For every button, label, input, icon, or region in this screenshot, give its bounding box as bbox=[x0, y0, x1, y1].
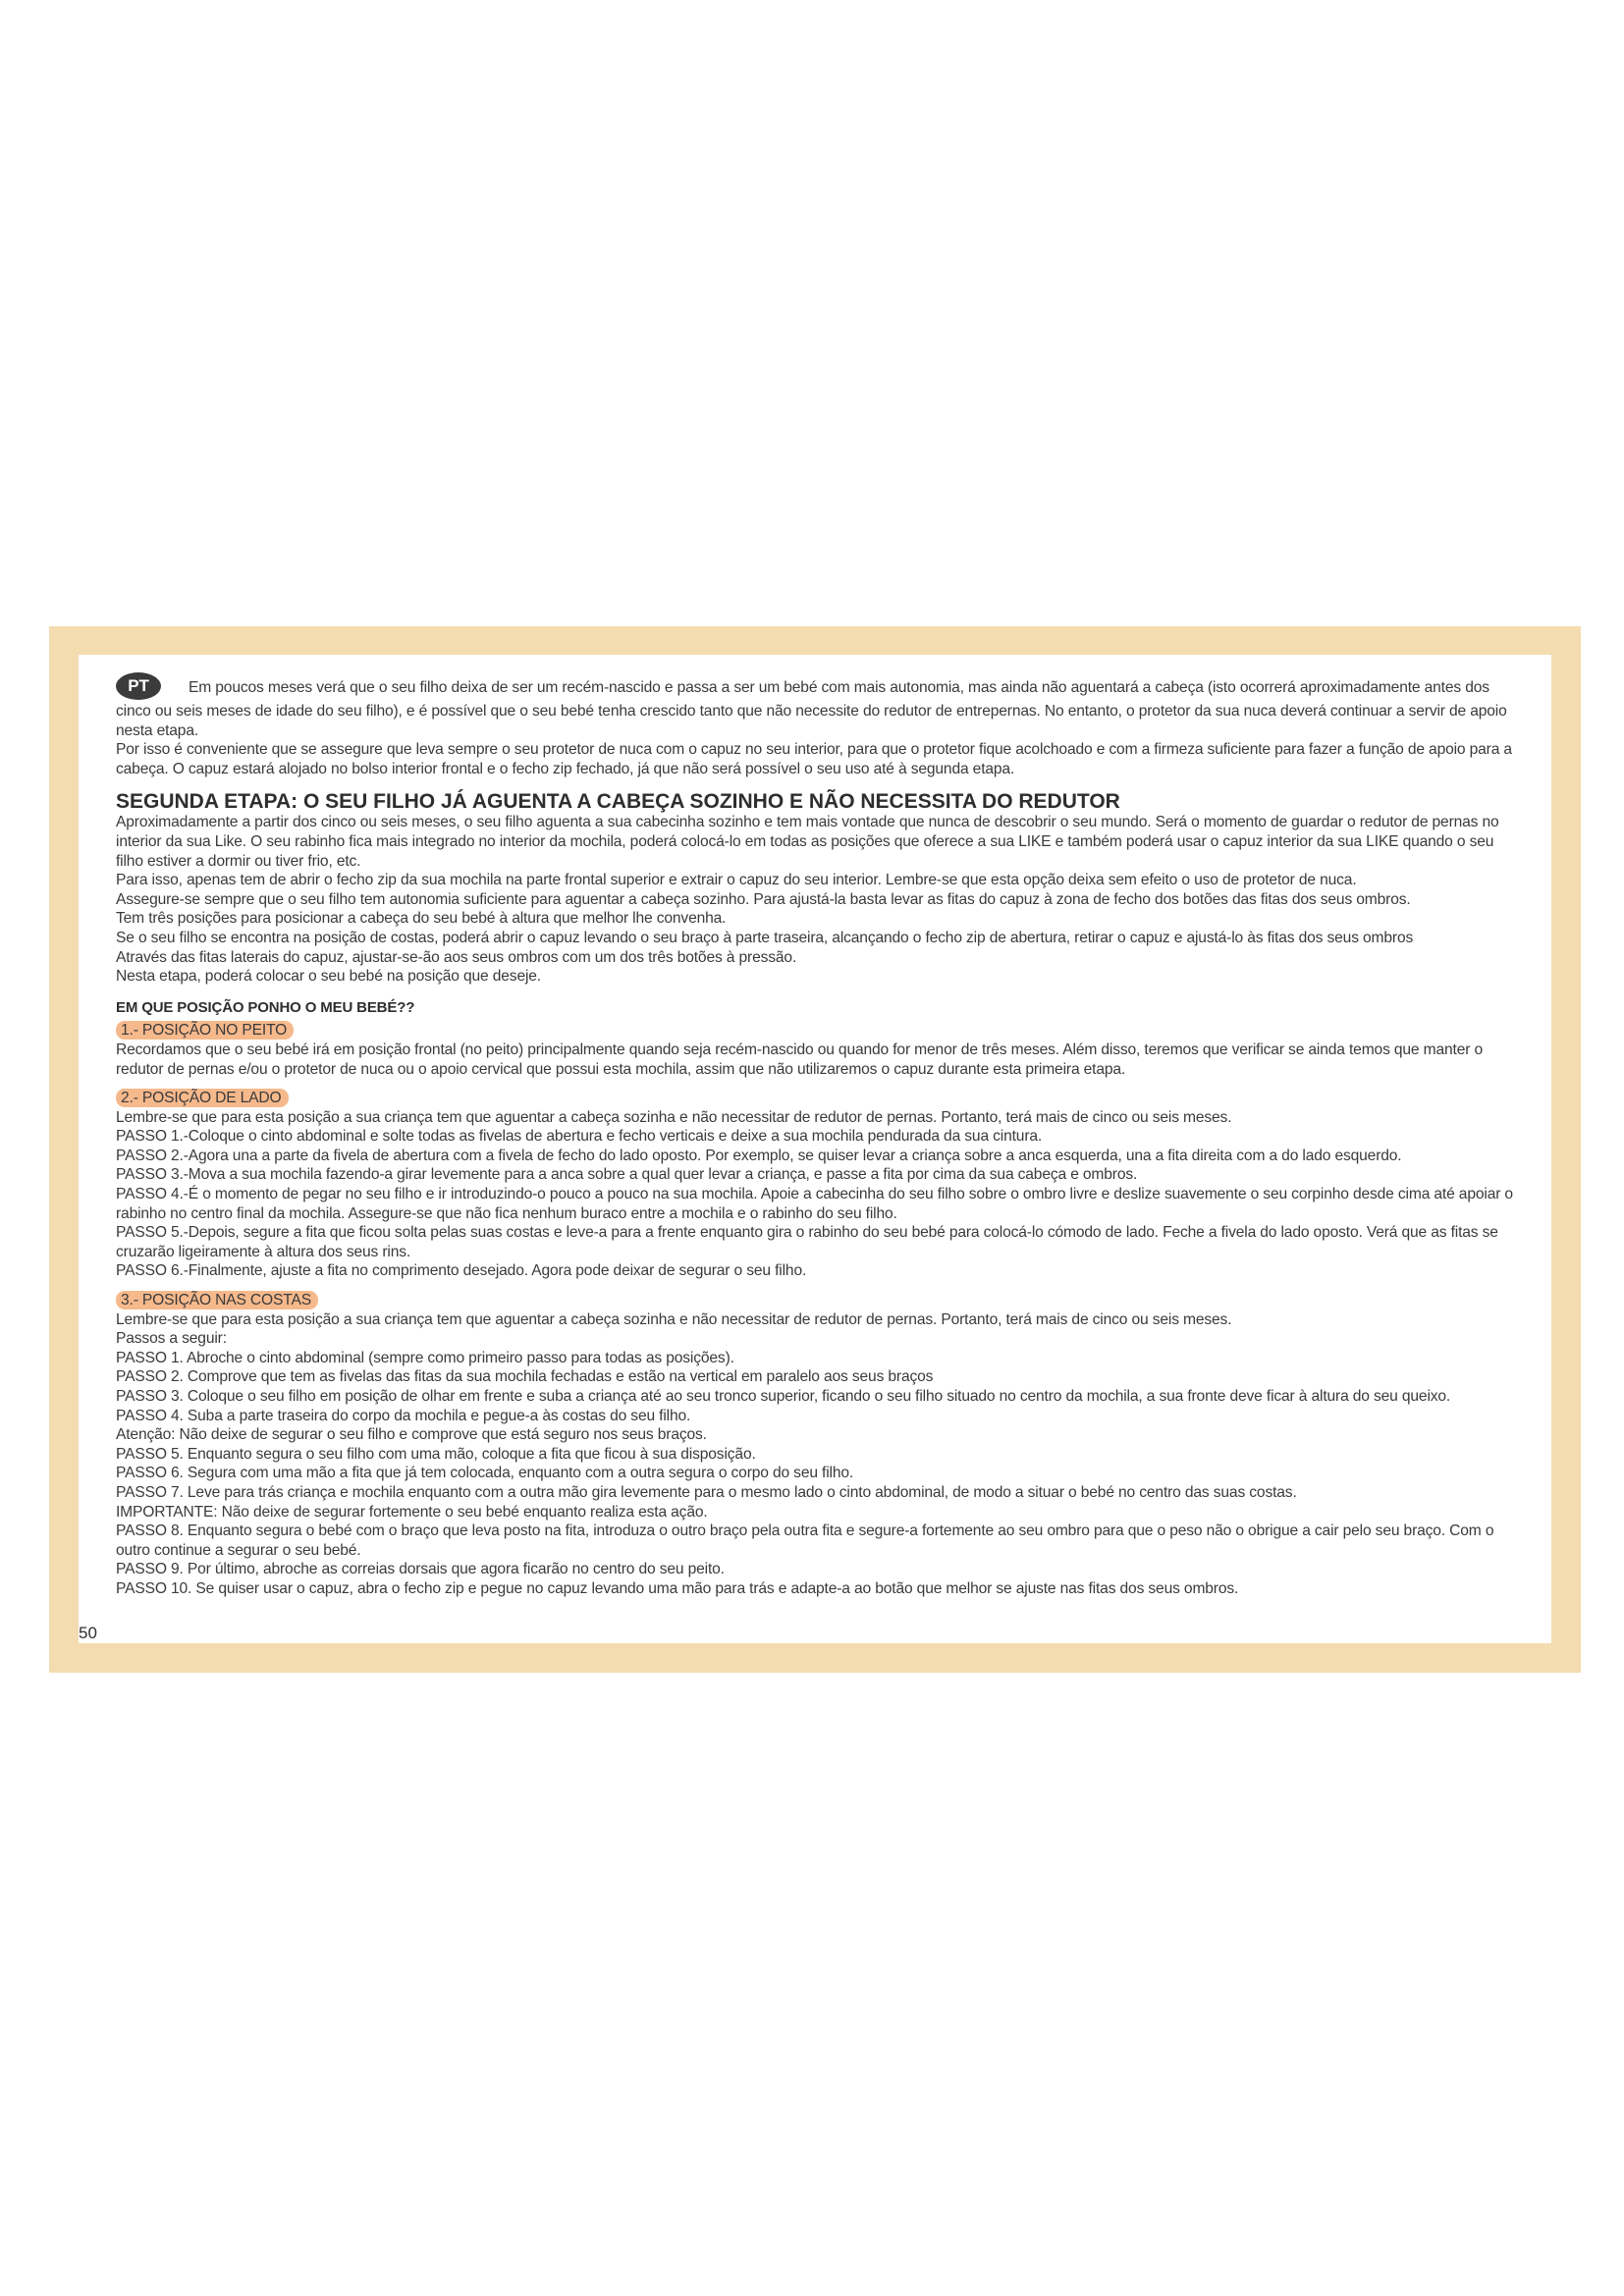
position1-heading: 1.- POSIÇÃO NO PEITO bbox=[116, 1021, 294, 1040]
language-badge: PT bbox=[116, 672, 161, 700]
position-question: EM QUE POSIÇÃO PONHO O MEU BEBÉ?? bbox=[116, 998, 415, 1016]
position3-line: Atenção: Não deixe de segurar o seu filho e comprove que está seguro nos seus braços. bbox=[116, 1426, 707, 1444]
stage2-paragraph: Assegure-se sempre que o seu filho tem autonomia suficiente para aguentar a cabeça sozinho. Para ajustá-la basta levar as fitas do capuz à zona de fecho dos botões das fitas dos seus ombros. bbox=[116, 890, 1411, 908]
content-panel bbox=[79, 655, 1551, 1643]
stage2-paragraph: Se o seu filho se encontra na posição de costas, poderá abrir o capuz levando o seu braço à parte traseira, alcançando o fecho zip de abertura, retirar o capuz e ajustá-lo às fitas dos seus ombros bbox=[116, 929, 1414, 946]
document-body bbox=[116, 674, 1524, 1599]
spacer bbox=[116, 1281, 1524, 1291]
position3-line: Passos a seguir: bbox=[116, 1330, 227, 1348]
position2-line: PASSO 6.-Finalmente, ajuste a fita no comprimento desejado. Agora pode deixar de segurar o seu filho. bbox=[116, 1262, 807, 1280]
position3-line: PASSO 10. Se quiser usar o capuz, abra o fecho zip e pegue no capuz levando uma mão para trás e adapte-a ao botão que melhor se ajuste nas fitas dos seus ombros. bbox=[116, 1579, 1239, 1597]
stage2-paragraph: Para isso, apenas tem de abrir o fecho zip da sua mochila na parte frontal superior e extrair o capuz do seu interior. Lembre-se que esta opção deixa sem efeito o uso de protetor de nuca. bbox=[116, 872, 1357, 889]
position2-line: PASSO 4.-É o momento de pegar no seu filho e ir introduzindo-o pouco a pouco na sua mochila. Apoie a cabecinha do seu filho sobre o ombro livre e deslize suavemente o seu corpinho desde cima até apoiar o rabinho no centro final da mochila. Assegure-se que não fica nenhum buraco entre a mochila e o rabinho do seu filho. bbox=[116, 1186, 1513, 1222]
position2-line: PASSO 5.-Depois, segure a fita que ficou solta pelas suas costas e leve-a para a frente enquanto gira o rabinho do seu bebé para colocá-lo cómodo de lado. Feche a fivela do lado oposto. Verá que as fitas se cruzarão ligeiramente à altura dos seus rins. bbox=[116, 1224, 1498, 1260]
page-number: 50 bbox=[79, 1624, 97, 1642]
stage2-paragraph: Aproximadamente a partir dos cinco ou seis meses, o seu filho aguenta a sua cabecinha sozinho e tem mais vontade que nunca de descobrir o seu mundo. Será o momento de guardar o redutor de pernas no interior da sua Like. O seu rabinho fica mais integrado no interior da mochila, poderá colocá-lo em todas as posições que oferece a sua LIKE e também poderá usar o capuz interior da sua LIKE quando o seu filho estiver a dormir ou tiver frio, etc. bbox=[116, 814, 1499, 870]
spacer bbox=[116, 1079, 1524, 1089]
position2-line: PASSO 2.-Agora una a parte da fivela de abertura com a fivela de fecho do lado oposto. Por exemplo, se quiser levar a criança sobre a anca esquerda, una a fita direita com a do lado esquerdo. bbox=[116, 1147, 1402, 1164]
position3-line: PASSO 7. Leve para trás criança e mochila enquanto com a outra mão gira levemente para o mesmo lado o cinto abdominal, de modo a situar o bebé no centro das suas costas. bbox=[116, 1483, 1297, 1501]
position3-line: PASSO 8. Enquanto segura o bebé com o braço que leva posto na fita, introduza o outro braço pela outra fita e segure-a fortemente ao seu ombro para que o peso não o obrigue a cair pelo seu braço. Com o outro continue a segurar o seu bebé. bbox=[116, 1522, 1494, 1559]
stage2-title: SEGUNDA ETAPA: O SEU FILHO JÁ AGUENTA A CABEÇA SOZINHO E NÃO NECESSITA DO REDUTOR bbox=[116, 790, 1120, 814]
position3-line: PASSO 2. Comprove que tem as fivelas das fitas da sua mochila fechadas e estão na vertical em paralelo aos seus braços bbox=[116, 1368, 934, 1386]
stage2-paragraph: Tem três posições para posicionar a cabeça do seu bebé à altura que melhor lhe convenha. bbox=[116, 910, 727, 928]
position3-heading: 3.- POSIÇÃO NAS COSTAS bbox=[116, 1291, 318, 1309]
position2-heading-line bbox=[116, 1089, 1524, 1108]
position3-line: PASSO 6. Segura com uma mão a fita que já tem colocada, enquanto com a outra segura o corpo do seu filho. bbox=[116, 1465, 854, 1482]
position3-heading-line bbox=[116, 1291, 1524, 1310]
position3-line: PASSO 9. Por último, abroche as correias dorsais que agora ficarão no centro do seu peito. bbox=[116, 1561, 725, 1578]
position3-line: IMPORTANTE: Não deixe de segurar fortemente o seu bebé enquanto realiza esta ação. bbox=[116, 1503, 708, 1521]
intro-paragraph-1 bbox=[116, 674, 1524, 740]
position3-line: PASSO 1. Abroche o cinto abdominal (sempre como primeiro passo para todas as posições). bbox=[116, 1349, 734, 1366]
position3-line: PASSO 5. Enquanto segura o seu filho com uma mão, coloque a fita que ficou à sua disposição. bbox=[116, 1445, 756, 1463]
position1-text: Recordamos que o seu bebé irá em posição frontal (no peito) principalmente quando seja recém-nascido ou quando for menor de três meses. Além disso, teremos que verificar se ainda temos que manter o redutor de pernas e/ou o protetor de nuca ou o apoio cervical que possui esta mochila, assim que não utilizaremos o capuz durante esta primeira etapa. bbox=[116, 1041, 1483, 1078]
position2-line: PASSO 3.-Mova a sua mochila fazendo-a girar levemente para a anca sobre a qual quer levar a criança, e passe a fita por cima da sua cabeça e ombros. bbox=[116, 1166, 1138, 1184]
stage2-paragraph: Através das fitas laterais do capuz, ajustar-se-ão aos seus ombros com um dos três botões à pressão. bbox=[116, 948, 797, 966]
intro-paragraph-2: Por isso é conveniente que se assegure que leva sempre o seu protetor de nuca com o capuz no seu interior, para que o protetor fique acolchoado e com a firmeza suficiente para fazer a função de apoio para a cabeça. O capuz estará alojado no bolso interior frontal e o fecho zip fechado, já que não será possível o seu uso até à segunda etapa. bbox=[116, 741, 1512, 777]
position3-line: PASSO 3. Coloque o seu filho em posição de olhar em frente e suba a criança até ao seu tronco superior, ficando o seu filho situado no centro da mochila, a sua fronte deve ficar à altura do seu queixo. bbox=[116, 1388, 1451, 1405]
position3-line: Lembre-se que para esta posição a sua criança tem que aguentar a cabeça sozinha e não necessitar de redutor de pernas. Portanto, terá mais de cinco ou seis meses. bbox=[116, 1310, 1232, 1328]
stage2-paragraph: Nesta etapa, poderá colocar o seu bebé na posição que deseje. bbox=[116, 968, 541, 986]
position2-line: PASSO 1.-Coloque o cinto abdominal e solte todas as fivelas de abertura e fecho verticais e deixe a sua mochila pendurada da sua cintura. bbox=[116, 1128, 1043, 1146]
position2-line: Lembre-se que para esta posição a sua criança tem que aguentar a cabeça sozinha e não necessitar de redutor de pernas. Portanto, terá mais de cinco ou seis meses. bbox=[116, 1108, 1232, 1126]
position2-heading: 2.- POSIÇÃO DE LADO bbox=[116, 1089, 289, 1107]
page-frame bbox=[49, 626, 1581, 1673]
intro-text-1: Em poucos meses verá que o seu filho deixa de ser um recém-nascido e passa a ser um bebé com mais autonomia, mas ainda não aguentará a cabeça (isto ocorrerá aproximadamente antes dos cinco ou seis meses de idade do seu filho), e é possível que o seu bebé tenha crescido tanto que não necessite do redutor de entrepernas. No entanto, o protetor da sua nuca deverá continuar a servir de apoio nesta etapa. bbox=[116, 679, 1507, 739]
position3-line: PASSO 4. Suba a parte traseira do corpo da mochila e pegue-a às costas do seu filho. bbox=[116, 1407, 691, 1424]
position1-heading-line bbox=[116, 1021, 1524, 1041]
